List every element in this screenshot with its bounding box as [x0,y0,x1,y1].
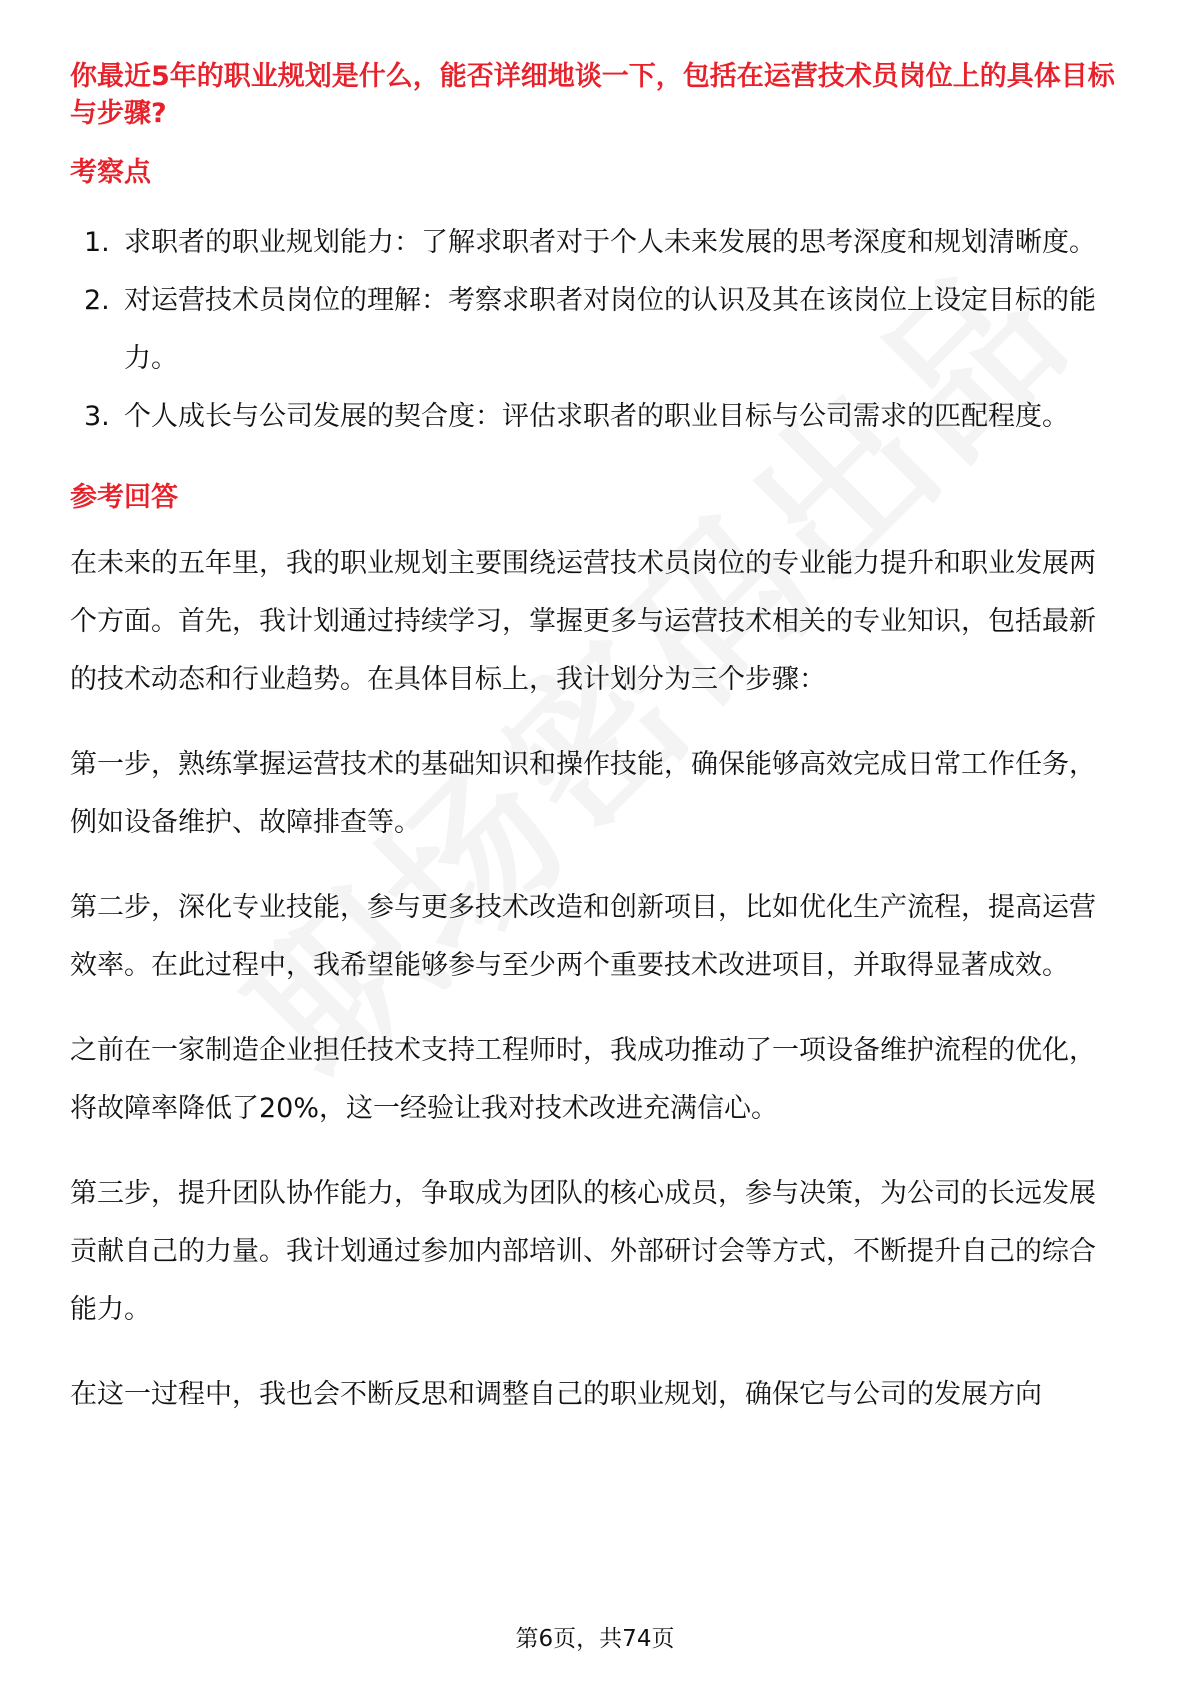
answer-paragraph: 第二步，深化专业技能，参与更多技术改造和创新项目，比如优化生产流程，提高运营效率。在此过程中，我希望能够参与至少两个重要技术改进项目，并取得显著成效。 [70,891,1096,981]
answer-paragraph: 之前在一家制造企业担任技术支持工程师时，我成功推动了一项设备维护流程的优化，将故障率降低了20%，这一经验让我对技术改进充满信心。 [70,1034,1096,1124]
page-number-footer: 第6页，共74页 [515,1626,675,1652]
focus-point [70,214,1120,272]
content [70,58,1120,1451]
focus-point [70,272,1120,388]
focus-point-text: 求职者的职业规划能力：了解求职者对于个人未来发展的思考深度和规划清晰度。 [124,226,1096,258]
focus-section-title: 考察点 [70,156,151,188]
focus-point [70,388,1120,446]
focus-point-list [70,214,1120,446]
focus-point-number: 2. [84,284,110,316]
answer-paragraph: 第三步，提升团队协作能力，争取成为团队的核心成员，参与决策，为公司的长远发展贡献自己的力量。我计划通过参加内部培训、外部研讨会等方式，不断提升自己的综合能力。 [70,1177,1096,1325]
answer-paragraph: 在这一过程中，我也会不断反思和调整自己的职业规划，确保它与公司的发展方向 [70,1378,1042,1410]
focus-point-number: 3. [84,400,110,432]
focus-point-text: 对运营技术员岗位的理解：考察求职者对岗位的认识及其在该岗位上设定目标的能力。 [124,284,1096,374]
answer-paragraph: 第一步，熟练掌握运营技术的基础知识和操作技能，确保能够高效完成日常工作任务，例如设备维护、故障排查等。 [70,748,1096,838]
answer-section-title: 参考回答 [70,481,178,513]
focus-point-number: 1. [84,226,110,258]
question-heading: 你最近5年的职业规划是什么，能否详细地谈一下，包括在运营技术员岗位上的具体目标与步骤? [70,61,1115,130]
focus-point-text: 个人成长与公司发展的契合度：评估求职者的职业目标与公司需求的匹配程度。 [124,400,1069,432]
answer-paragraph: 在未来的五年里，我的职业规划主要围绕运营技术员岗位的专业能力提升和职业发展两个方面。首先，我计划通过持续学习，掌握更多与运营技术相关的专业知识，包括最新的技术动态和行业趋势。在具体目标上，我计划分为三个步骤： [70,547,1096,695]
